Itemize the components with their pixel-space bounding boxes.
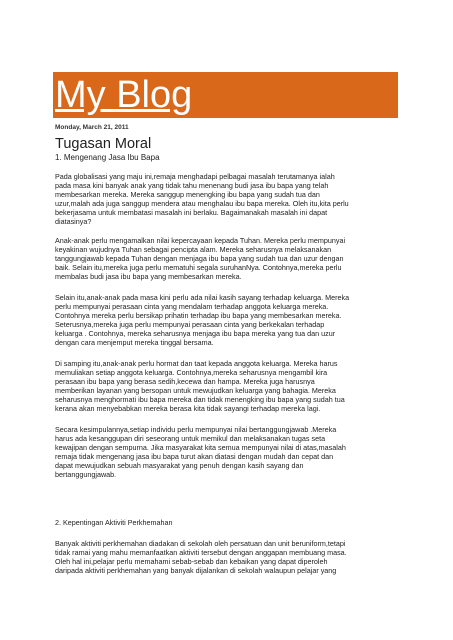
blog-header	[53, 72, 398, 118]
text-line: uzur,malah ada juga sanggup mendera atau menghalau ibu bapa mereka. Oleh itu,kita perlu	[55, 199, 349, 208]
text-line: pada masa kini banyak anak yang tidak tahu menenang budi jasa ibu bapa yang telah	[55, 181, 329, 190]
text-line: tidak ramai yang mahu memanfaatkan aktiviti tersebut dengan anggapan membuang masa.	[55, 548, 347, 557]
text-line: membesarkan mereka. Mereka sanggup menengking ibu bapa yang sudah tua dan	[55, 190, 320, 199]
text-line: perasaan ibu bapa yang berasa sedih,kecewa dan hampa. Mereka juga harusnya	[55, 377, 315, 386]
text-line: Contohnya mereka perlu bersikap prihatin terhadap ibu bapa yang membesarkan mereka.	[55, 311, 342, 320]
text-line: harus ada kesanggupan diri seseorang untuk memikul dan melaksanakan tugas seta	[55, 434, 326, 443]
text-line: baik. Selain itu,mereka juga perlu mematuhi segala suruhanNya. Contohnya,mereka perlu	[55, 263, 342, 272]
post-date: Monday, March 21, 2011	[55, 124, 129, 131]
text-line: Oleh hal ini,pelajar perlu memahami sebab-sebab dan kebaikan yang dapat diperoleh	[55, 557, 328, 566]
text-line: memberikan layanan yang bersopan untuk mewujudkan keluarga yang bahagia. Mereka	[55, 386, 336, 395]
text-line: Banyak aktiviti perkhemahan diadakan di sekolah oleh persatuan dan unit beruniform,tetapi	[55, 539, 346, 548]
text-line: tanggungjawab kepada Tuhan dengan menjaga ibu bapa yang sudah tua dan uzur dengan	[55, 254, 344, 263]
text-line: membalas budi jasa ibu bapa yang membesarkan mereka.	[55, 272, 242, 281]
text-line: remaja tidak mengenang jasa ibu bapa turut akan diatasi dengan mudah dan cepat dan	[55, 452, 334, 461]
text-line: Pada globalisasi yang maju ini,remaja menghadapi pelbagai masalah terutamanya ialah	[55, 172, 335, 181]
text-line: Seterusnya,mereka juga perlu mempunyai perasaan cinta yang berkekalan terhadap	[55, 320, 325, 329]
text-line: kewajipan dengan sempurna. Jika masyarakat kita semua mempunyai nilai di atas,masalah	[55, 443, 346, 452]
text-line: bertanggungjawab.	[55, 470, 117, 479]
section-heading-1: 1. Mengenang Jasa Ibu Bapa	[55, 153, 160, 162]
section-heading-2: 2. Kepentingan Aktiviti Perkhemahan	[55, 518, 173, 527]
text-line: Selain itu,anak-anak pada masa kini perlu ada nilai kasih sayang terhadap keluarga. Mereka	[55, 293, 350, 302]
text-line: dapat mewujudkan sebuah masyarakat yang penuh dengan kasih sayang dan	[55, 461, 304, 470]
text-line: memuliakan setiap anggota keluarga. Contohnya,mereka seharusnya mengambil kira	[55, 368, 328, 377]
text-line: Di samping itu,anak-anak perlu hormat dan taat kepada anggota keluarga. Mereka harus	[55, 359, 338, 368]
text-line: bekerjasama untuk membatasi masalah ini berlaku. Bagaimanakah masalah ini dapat	[55, 208, 328, 217]
text-line: daripada aktiviti perkhemahan yang banyak dijalankan di sekolah walaupun pelajar yang	[55, 566, 337, 575]
text-line: Anak-anak perlu mengamalkan nilai kepercayaan kepada Tuhan. Mereka perlu mempunyai	[55, 236, 346, 245]
text-line: Secara kesimpulannya,setiap individu perlu mempunyai nilai bertanggungjawab .Mereka	[55, 425, 337, 434]
text-line: perlu mempunyai perasaan cinta yang mendalam terhadap anggota keluarga mereka.	[55, 302, 329, 311]
blog-title-link[interactable]: My Blog	[55, 74, 193, 116]
text-line: diatasinya?	[55, 217, 92, 226]
text-line: seharusnya menghormati ibu bapa mereka dan tidak menengking ibu bapa yang sudah tua	[55, 395, 345, 404]
text-line: keyakinan wujudnya Tuhan sebagai pencipta alam. Mereka seharusnya melaksanakan	[55, 245, 332, 254]
post-title: Tugasan Moral	[55, 136, 152, 152]
text-line: dengan cara menjemput mereka tinggal bersama.	[55, 338, 214, 347]
text-line: keluarga . Contohnya, mereka seharusnya menjaga ibu bapa mereka yang tua dan uzur	[55, 329, 336, 338]
text-line: kerana akan menyebabkan mereka berasa kita tidak sayangi terhadap mereka lagi.	[55, 404, 321, 413]
